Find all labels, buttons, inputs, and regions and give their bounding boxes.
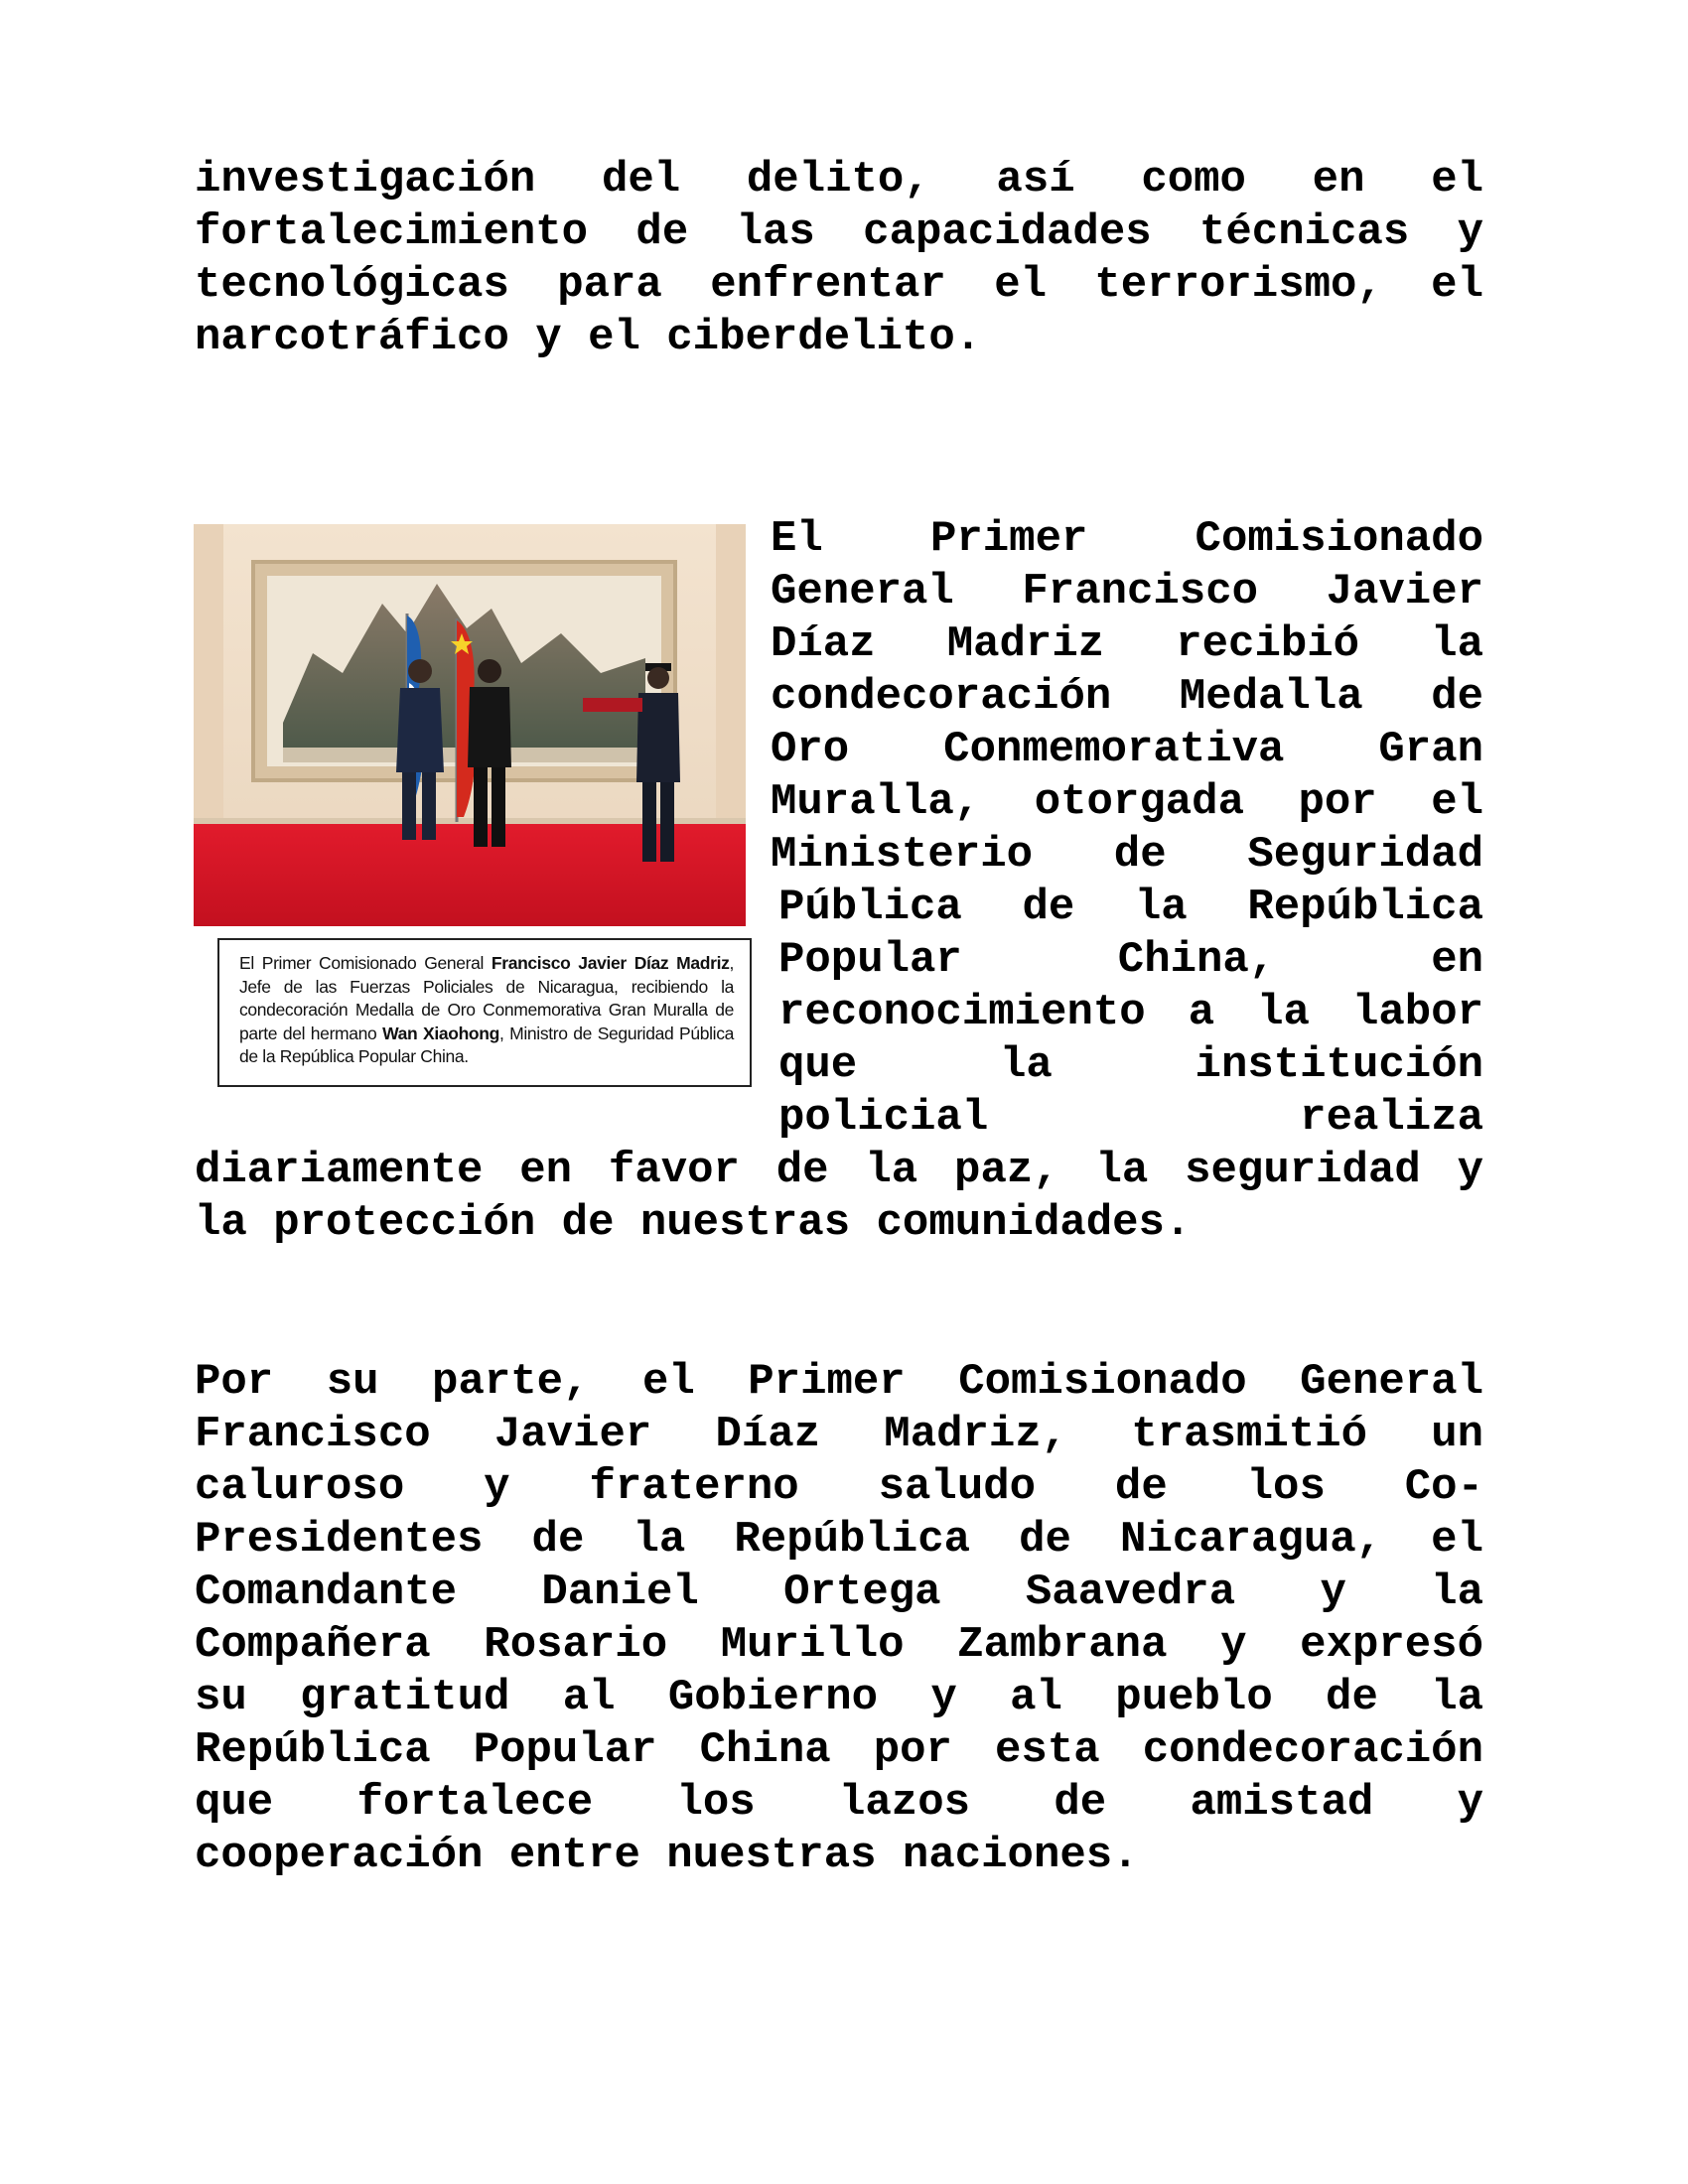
text-line: Ministerio de Seguridad bbox=[771, 830, 1483, 880]
text-line: Presidentes de la República de Nicaragua, el bbox=[195, 1515, 1483, 1565]
text-line: que la institución bbox=[778, 1040, 1483, 1090]
text-line: la protección de nuestras comunidades. bbox=[195, 1198, 1192, 1248]
caption-bold-name: Wan Xiaohong bbox=[382, 1023, 499, 1043]
text-line: General Francisco Javier bbox=[771, 567, 1483, 616]
text-line: República Popular China por esta condecoración bbox=[195, 1725, 1483, 1775]
text-line: que fortalece los lazos de amistad y bbox=[195, 1778, 1483, 1828]
text-line: su gratitud al Gobierno y al pueblo de la bbox=[195, 1673, 1483, 1722]
caption-bold-name: Francisco Javier Díaz Madriz bbox=[491, 953, 730, 973]
text-line: Comandante Daniel Ortega Saavedra y la bbox=[195, 1568, 1483, 1617]
photo-caption bbox=[217, 938, 752, 1087]
text-line: reconocimiento a la labor bbox=[778, 988, 1483, 1037]
text-line: condecoración Medalla de bbox=[771, 672, 1483, 722]
text-line: cooperación entre nuestras naciones. bbox=[195, 1831, 1139, 1880]
text-line: Francisco Javier Díaz Madriz, trasmitió un bbox=[195, 1410, 1483, 1459]
text-line: Oro Conmemorativa Gran bbox=[771, 725, 1483, 774]
caption-text: El Primer Comisionado General bbox=[239, 953, 492, 973]
text-line: fortalecimiento de las capacidades técnicas y bbox=[195, 207, 1483, 257]
paragraph-2-continuation bbox=[195, 1145, 1483, 1250]
text-line: investigación del delito, así como en el bbox=[195, 155, 1483, 205]
text-line: caluroso y fraterno saludo de los Co- bbox=[195, 1462, 1483, 1512]
text-line: El Primer Comisionado bbox=[771, 514, 1483, 564]
text-line: narcotráfico y el ciberdelito. bbox=[195, 313, 982, 362]
text-line: tecnológicas para enfrentar el terrorismo, el bbox=[195, 260, 1483, 310]
text-line: Por su parte, el Primer Comisionado General bbox=[195, 1357, 1483, 1407]
paragraph-3 bbox=[195, 1356, 1483, 1882]
text-line: Popular China, en bbox=[778, 935, 1483, 985]
text-line: Pública de la República bbox=[778, 883, 1483, 932]
paragraph-2-column bbox=[771, 513, 1483, 1145]
text-line: Muralla, otorgada por el bbox=[771, 777, 1483, 827]
caption-text: , Jefe de las Fuerzas Policiales de Nicaragua, recibiendo la condecoración Medalla de Oro Conmemorativa Gran Muralla de parte del hermano bbox=[239, 953, 734, 1043]
caption-text: , Ministro de Seguridad Pública de la República Popular China. bbox=[239, 1023, 734, 1066]
paragraph-1 bbox=[195, 154, 1483, 364]
text-line: Compañera Rosario Murillo Zambrana y expresó bbox=[195, 1620, 1483, 1670]
text-line: diariamente en favor de la paz, la seguridad y bbox=[195, 1146, 1483, 1195]
text-line: policial realiza bbox=[778, 1093, 1483, 1143]
text-line: Díaz Madriz recibió la bbox=[771, 619, 1483, 669]
ceremony-photo bbox=[194, 524, 746, 926]
